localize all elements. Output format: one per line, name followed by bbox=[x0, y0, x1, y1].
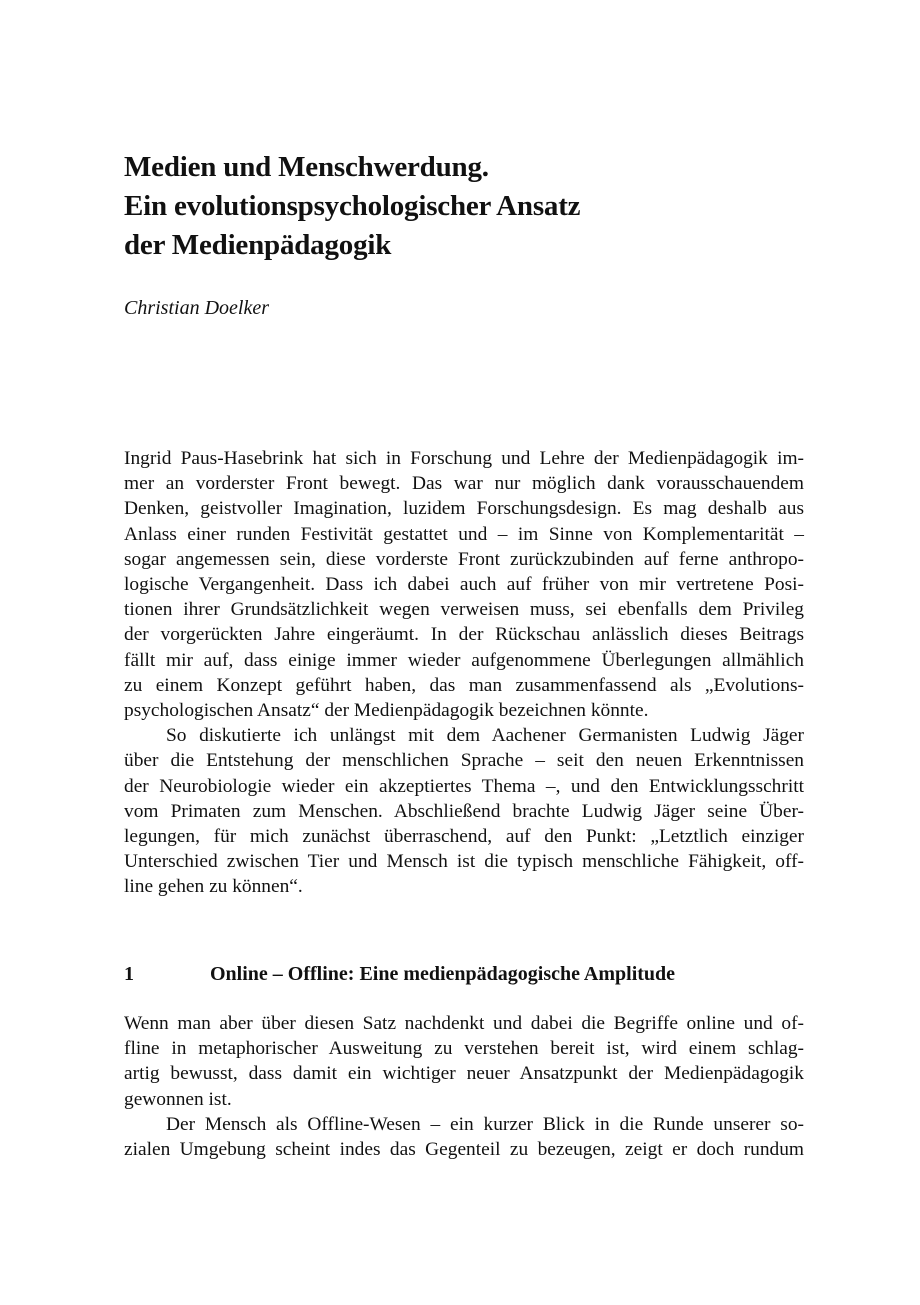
text-line: tionen ihrer Grundsätzlichkeit wegen verweisen muss, sei ebenfalls dem Privileg bbox=[124, 599, 804, 621]
text-line: über die Entstehung der menschlichen Sprache – seit den neuen Erkenntnissen bbox=[124, 750, 804, 772]
section-1-text bbox=[124, 1011, 804, 1162]
text-line: line gehen zu können“. bbox=[124, 876, 303, 898]
text-line: fällt mir auf, dass einige immer wieder aufgenommene Überlegungen allmählich bbox=[124, 649, 804, 671]
title-line: Medien und Menschwerdung. bbox=[124, 151, 489, 183]
text-line: sogar angemessen sein, diese vorderste Front zurückzubinden auf ferne anthropo- bbox=[124, 548, 804, 570]
text-line: Der Mensch als Offline-Wesen – ein kurzer Blick in die Runde unserer so- bbox=[166, 1113, 804, 1135]
text-line: artig bewusst, dass damit ein wichtiger neuer Ansatzpunkt der Medienpädagogik bbox=[124, 1063, 804, 1085]
text-line: psychologischen Ansatz“ der Medienpädagogik bezeichnen könnte. bbox=[124, 700, 649, 722]
text-line: gewonnen ist. bbox=[124, 1088, 232, 1110]
text-line: So diskutierte ich unlängst mit dem Aachener Germanisten Ludwig Jäger bbox=[166, 725, 804, 747]
text-line: vom Primaten zum Menschen. Abschließend brachte Ludwig Jäger seine Über- bbox=[124, 800, 804, 822]
text-line: Wenn man aber über diesen Satz nachdenkt und dabei die Begriffe online und of- bbox=[124, 1013, 804, 1034]
text-line: zu einem Konzept geführt haben, das man zusammenfassend als „Evolutions- bbox=[124, 674, 804, 696]
section-title: Online – Offline: Eine medienpädagogische Amplitude bbox=[210, 963, 676, 985]
article-title bbox=[124, 148, 824, 265]
text-line: der vorgerückten Jahre eingeräumt. In der Rückschau anlässlich dieses Beitrags bbox=[124, 624, 804, 646]
text-line: mer an vorderster Front bewegt. Das war nur möglich dank vorausschauendem bbox=[124, 473, 804, 495]
text-line: Denken, geistvoller Imagination, luzidem Forschungsdesign. Es mag deshalb aus bbox=[124, 498, 804, 520]
text-line: legungen, für mich zunächst überraschend, auf den Punkt: „Letztlich einziger bbox=[124, 826, 804, 848]
text-line: Ingrid Paus-Hasebrink hat sich in Forschung und Lehre der Medienpädagogik im- bbox=[124, 448, 804, 469]
intro-text bbox=[124, 446, 804, 900]
section-paragraph-2 bbox=[124, 1112, 804, 1162]
text-line: fline in metaphorischer Ausweitung zu verstehen bereit ist, wird einem schlag- bbox=[124, 1038, 804, 1060]
intro-paragraph-2 bbox=[124, 723, 804, 899]
text-line: Anlass einer runden Festivität gestattet und – im Sinne von Komplementarität – bbox=[124, 523, 804, 545]
title-line: der Medienpädagogik bbox=[124, 229, 392, 261]
text-line: der Neurobiologie wieder ein akzeptiertes Thema –, und den Entwicklungsschritt bbox=[124, 775, 804, 797]
intro-paragraph-1 bbox=[124, 446, 804, 723]
text-line: Unterschied zwischen Tier und Mensch ist die typisch menschliche Fähigkeit, off- bbox=[124, 851, 804, 873]
section-heading bbox=[124, 960, 824, 988]
section-paragraph-1 bbox=[124, 1011, 804, 1112]
text-line: zialen Umgebung scheint indes das Gegenteil zu bezeugen, zeigt er doch rundum bbox=[124, 1139, 804, 1161]
title-line: Ein evolutionspsychologischer Ansatz bbox=[124, 190, 581, 222]
section-number: 1 bbox=[124, 963, 134, 985]
text-line: logische Vergangenheit. Dass ich dabei auch auf früher von mir vertretene Posi- bbox=[124, 574, 804, 596]
author-name: Christian Doelker bbox=[124, 297, 269, 319]
